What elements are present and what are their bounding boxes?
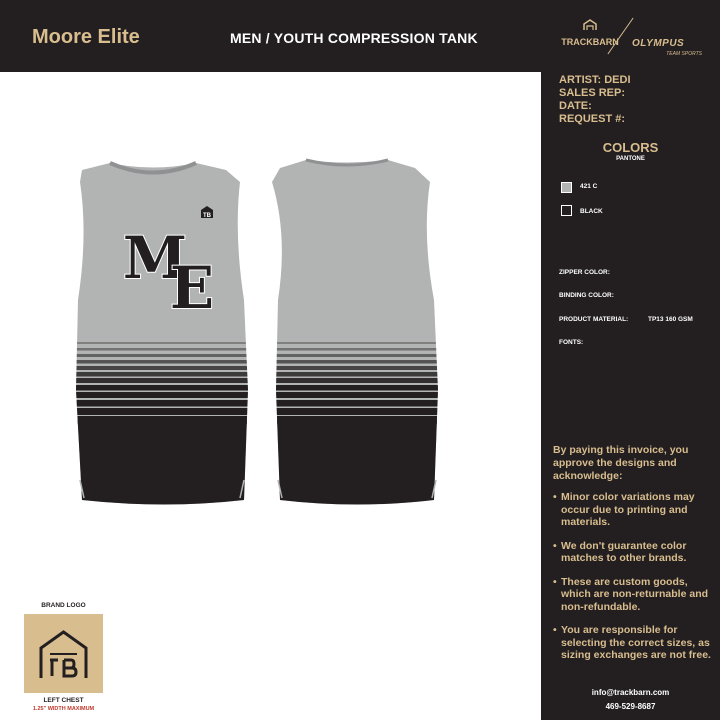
order-sidebar [541,72,720,720]
product-title: MEN / YOUTH COMPRESSION TANK [230,30,478,46]
terms-intro: By paying this invoice, you approve the designs and acknowledge: [553,444,689,482]
colors-subtitle: PANTONE [616,156,645,162]
brand-logo-box [24,614,103,693]
brand-logo-title: BRAND LOGO [41,602,86,609]
tank-mockups [60,150,480,520]
artist-line: ARTIST: DEDI [559,74,631,86]
terms-list [553,491,715,673]
swatch-black-label: BLACK [580,208,603,215]
tb-chest-logo-text: TB [203,213,211,219]
terms-item [553,576,715,614]
olympus-tagline: TEAM SPORTS [666,51,702,57]
tank-front [60,150,270,520]
trackbarn-brand [560,18,620,47]
terms-item [553,540,715,565]
terms-item-text: We don't guarantee color matches to other brands. [561,539,687,564]
olympus-brand [632,33,712,57]
colors-title: COLORS [602,140,659,155]
letter-m: M [122,224,188,292]
contact-email[interactable]: info@trackbarn.com [591,688,670,697]
bullet-icon: • [553,539,557,552]
letter-e: E [169,254,215,322]
swatch-421c-label: 421 C [580,183,598,190]
contact-phone[interactable]: 469-529-8687 [605,702,656,711]
swatch-421c [561,182,572,193]
tank-back [265,150,480,520]
fonts-label: FONTS: [559,339,584,346]
terms-item [553,624,715,662]
bullet-icon: • [553,491,557,503]
bullet-icon: • [553,624,557,636]
terms-item-text: These are custom goods, which are non-returnable and non-refundable. [561,575,709,613]
team-name: Moore Elite [32,26,140,48]
sales-rep-line: SALES REP: [559,87,626,99]
brand-logo-size-note: 1.25" WIDTH MAXIMUM [32,706,95,712]
back-stripes [265,342,480,520]
olympus-wordmark: OLYMPUS [632,38,685,49]
binding-color-label: BINDING COLOR: [559,292,614,299]
trackbarn-wordmark: TRACKBARN [561,37,619,47]
brand-logo-placement: LEFT CHEST [43,697,84,704]
product-material-value: TP13 160 GSM [648,316,693,323]
swatch-black [561,205,572,216]
date-line: DATE: [559,100,592,112]
zipper-color-label: ZIPPER COLOR: [559,269,610,276]
terms-item [553,491,715,529]
product-material-label: PRODUCT MATERIAL: [559,316,629,323]
front-stripes [60,342,270,520]
request-line: REQUEST #: [559,113,626,125]
header-bar [0,0,720,72]
bullet-icon: • [553,575,557,588]
barn-icon [583,19,597,31]
terms-item-text: You are responsible for selecting the correct sizes, as sizing exchanges are not free. [561,624,711,661]
terms-item-text: Minor color variations may occur due to printing and materials. [561,491,695,528]
tb-barn-icon [24,614,103,693]
